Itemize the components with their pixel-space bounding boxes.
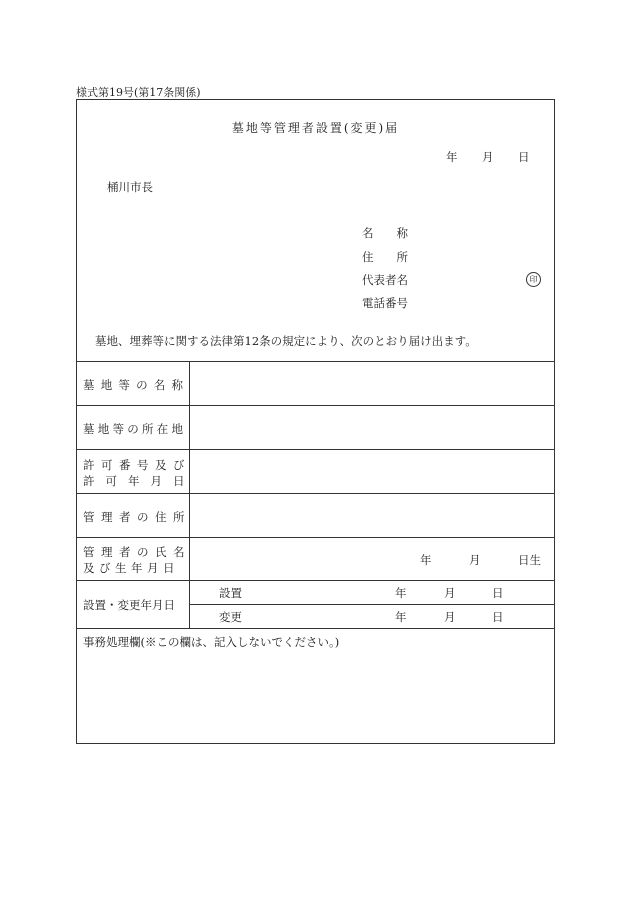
establish-day-unit: 日 <box>492 586 504 600</box>
date-change-label: 設置・変更年月日 <box>83 598 175 612</box>
row-divider <box>77 537 554 538</box>
change-month-unit: 月 <box>444 610 456 624</box>
office-use-label: 事務処理欄(※この欄は、記入しないでください。) <box>83 635 340 649</box>
manager-name-label-line2: 及び生年月日 <box>83 561 179 575</box>
name-label: 名 称 <box>362 226 408 240</box>
representative-label: 代表者名 <box>362 273 408 287</box>
cemetery-name-label: 墓 地 等 の 名 称 <box>83 378 183 392</box>
address-label: 住 所 <box>362 250 408 264</box>
cemetery-location-label: 墓 地 等 の 所 在 地 <box>83 422 183 436</box>
sub-row-divider <box>189 604 555 605</box>
addressee: 桶川市長 <box>107 180 153 194</box>
row-divider <box>77 580 554 581</box>
phone-label: 電話番号 <box>362 296 408 310</box>
submission-year-unit: 年 <box>446 150 458 164</box>
row-divider <box>77 361 554 362</box>
seal-mark: 印 <box>526 272 541 287</box>
change-year-unit: 年 <box>395 610 407 624</box>
change-day-unit: 日 <box>492 610 504 624</box>
permit-label-line1: 許可番号及び <box>83 458 191 472</box>
establish-label: 設置 <box>219 586 242 600</box>
column-divider <box>189 361 190 628</box>
row-divider <box>77 449 554 450</box>
submission-day-unit: 日 <box>518 150 530 164</box>
statement: 墓地、埋葬等に関する法律第12条の規定により、次のとおり届け出ます。 <box>95 334 477 348</box>
form-title: 墓地等管理者設置(変更)届 <box>231 121 400 135</box>
birth-day-unit: 日生 <box>518 553 541 567</box>
change-label: 変更 <box>219 610 242 624</box>
row-divider <box>77 628 554 629</box>
establish-year-unit: 年 <box>395 586 407 600</box>
row-divider <box>77 493 554 494</box>
manager-address-label: 管理者の住所 <box>83 510 191 524</box>
form-box <box>76 99 555 744</box>
establish-month-unit: 月 <box>444 586 456 600</box>
submission-month-unit: 月 <box>482 150 494 164</box>
form-number: 様式第19号(第17条関係) <box>76 86 201 99</box>
permit-label-line2: 許可年月日 <box>83 474 196 488</box>
birth-year-unit: 年 <box>420 553 432 567</box>
manager-name-label-line1: 管理者の氏名 <box>83 545 191 559</box>
row-divider <box>77 405 554 406</box>
birth-month-unit: 月 <box>469 553 481 567</box>
